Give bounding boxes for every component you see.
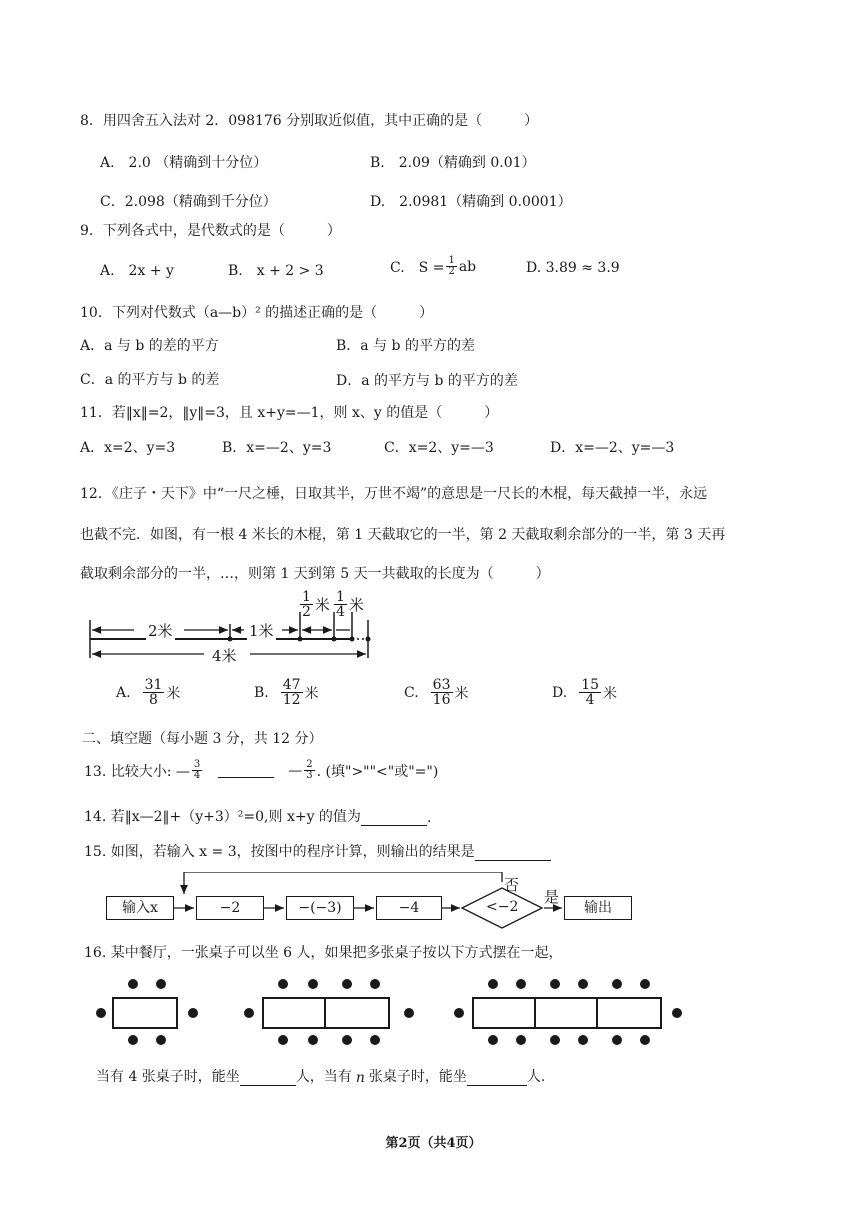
q10-option-b: B．a 与 b 的平方的差 — [336, 338, 475, 354]
q14-text: 14. 若‖x—2‖+（y+3）²=0,则 x+y 的值为 — [84, 809, 361, 825]
flow-no-label: 否 — [504, 876, 520, 894]
seat — [640, 979, 650, 989]
q12-line2: 也截不完．如图，有一根 4 米长的木棍，第 1 天截取它的一半，第 2 天截取剩余部分的一半，第 3 天再 — [80, 527, 726, 543]
q9-stem: 9．下列各式中，是代数式的是（ ） — [80, 223, 341, 239]
seat — [308, 979, 318, 989]
label-quarter-fraction — [334, 590, 347, 619]
q8-option-d: D. 2.0981（精确到 0.0001） — [370, 194, 572, 210]
flow-input-box — [106, 896, 174, 920]
q15-answer-blank[interactable] — [475, 846, 551, 861]
table — [474, 999, 536, 1027]
flow-step2-box — [286, 896, 354, 920]
label-half-den: 2 — [302, 604, 311, 620]
q12-option-c-num: 63 — [432, 677, 451, 693]
label-half-unit: 米 — [314, 596, 330, 614]
q12-option-c — [404, 678, 469, 707]
seat — [550, 1035, 560, 1045]
q12-option-b-letter: B. — [254, 684, 269, 701]
q12-option-c-fraction — [431, 678, 453, 707]
q12-option-a-den: 8 — [149, 692, 158, 708]
q12-option-c-letter: C. — [404, 684, 419, 701]
seat — [370, 979, 380, 989]
seat — [488, 979, 498, 989]
q16-answer-b: 人，当有 — [295, 1069, 352, 1085]
q11-option-a: A．x=2、y=3 — [80, 440, 176, 456]
q9-option-b: B. x + 2 > 3 — [228, 263, 324, 279]
q14 — [84, 806, 431, 826]
q13 — [84, 760, 438, 781]
q12-option-d-den: 4 — [585, 692, 595, 708]
seat — [578, 1035, 588, 1045]
q12-stick-diagram — [84, 590, 384, 670]
q13-b-fraction — [304, 760, 314, 781]
label-quarter-den: 4 — [336, 604, 345, 620]
table-row-1 — [112, 997, 178, 1029]
seat — [278, 979, 288, 989]
seat — [488, 1035, 498, 1045]
flow-condition-label: <−2 — [486, 899, 519, 915]
q9-option-c-prefix: C. S = — [390, 259, 445, 276]
q16-n: n — [355, 1070, 365, 1086]
q13-mid: — — [288, 762, 303, 779]
q12-option-d-unit: 米 — [603, 685, 618, 702]
seat — [404, 1008, 414, 1018]
table — [326, 999, 388, 1027]
table-row-3 — [472, 997, 662, 1029]
q12-option-a — [116, 678, 180, 707]
flow-output-label: 输出 — [584, 900, 612, 916]
q12-option-a-letter: A. — [116, 684, 131, 701]
seat — [244, 1008, 254, 1018]
label-quarter-unit: 米 — [348, 596, 364, 614]
q12-option-b-unit: 米 — [304, 685, 319, 702]
seat — [612, 979, 622, 989]
q13-b-den: 3 — [306, 770, 313, 781]
q9-option-c-suffix: ab — [458, 258, 477, 275]
q12-option-c-unit: 米 — [454, 685, 469, 702]
flow-step3-box — [376, 896, 442, 920]
seat — [128, 979, 138, 989]
label-half-num: 1 — [302, 589, 311, 605]
q14-end: . — [426, 810, 432, 826]
seat — [370, 1035, 380, 1045]
table-arrangement-1 — [90, 975, 210, 1050]
q12-option-b-num: 47 — [282, 677, 301, 693]
q16-blank-2[interactable] — [467, 1071, 527, 1086]
label-2m: 2米 — [148, 622, 173, 640]
flow-step3-label: −4 — [398, 900, 420, 916]
seat — [128, 1035, 138, 1045]
q16-answer-d: 人. — [526, 1069, 546, 1085]
table — [264, 999, 326, 1027]
table-arrangement-3 — [450, 975, 690, 1050]
seat — [672, 1008, 682, 1018]
q13-a-fraction — [192, 760, 202, 781]
q12-option-a-fraction — [143, 678, 165, 707]
label-1m: 1米 — [249, 622, 274, 640]
seat — [516, 1035, 526, 1045]
q12-option-d-fraction — [579, 678, 601, 707]
seat — [342, 979, 352, 989]
q16-answer-line — [96, 1066, 545, 1086]
q10-option-d: D．a 的平方与 b 的平方的差 — [336, 373, 518, 389]
page-footer: 第2页（共4页） — [385, 1136, 482, 1151]
flow-input-label: 输入x — [122, 900, 158, 916]
q16-answer-a: 当有 4 张桌子时，能坐 — [96, 1069, 240, 1085]
q11-option-d: D．x=—2、y=—3 — [550, 440, 675, 456]
seat — [550, 979, 560, 989]
seat — [278, 1035, 288, 1045]
q8-option-c: C．2.098（精确到千分位） — [100, 194, 277, 210]
q13-a-den: 4 — [193, 770, 201, 781]
q12-line1: 12．《庄子・天下》中“一尺之棰，日取其半，万世不竭”的意思是一尺长的木棍，每天截掉一半，永远 — [80, 486, 708, 502]
table-arrangement-2 — [238, 975, 428, 1050]
q15-text: 15. 如图，若输入 x = 3，按图中的程序计算，则输出的结果是 — [84, 844, 475, 860]
q11-stem: 11．若‖x‖=2，‖y‖=3，且 x+y=—1，则 x、y 的值是（ ） — [80, 405, 499, 421]
seat — [454, 1008, 464, 1018]
q13-prefix: 13. 比较大小: — — [84, 763, 190, 780]
q9-option-c — [390, 256, 476, 277]
q12-option-d-letter: D. — [552, 684, 568, 701]
table — [536, 999, 598, 1027]
label-quarter-m — [332, 590, 364, 619]
seat — [156, 1035, 166, 1045]
table-row-2 — [262, 997, 390, 1029]
q9-option-c-fraction — [446, 256, 456, 277]
q9-option-c-den: 2 — [448, 266, 455, 277]
q12-option-d-num: 15 — [581, 677, 600, 693]
q10-stem: 10．下列对代数式（a—b）² 的描述正确的是（ ） — [80, 305, 434, 321]
label-4m: 4米 — [212, 647, 237, 665]
q8-stem: 8．用四舍五入法对 2．098176 分别取近似值，其中正确的是（ ） — [80, 113, 539, 129]
q12-option-d — [552, 678, 617, 707]
q11-option-c: C．x=2、y=—3 — [384, 440, 494, 456]
q15 — [84, 841, 551, 861]
seat — [188, 1008, 198, 1018]
q8-option-a: A. 2.0 （精确到十分位） — [100, 155, 268, 171]
label-half-m — [298, 590, 330, 619]
seat — [516, 979, 526, 989]
q10-option-a: A．a 与 b 的差的平方 — [80, 338, 219, 354]
label-quarter-num: 1 — [336, 589, 345, 605]
seat — [578, 979, 588, 989]
q14-answer-blank[interactable] — [361, 811, 427, 826]
q9-option-c-num: 1 — [448, 255, 455, 266]
seat — [612, 1035, 622, 1045]
flow-yes-label: 是 — [544, 888, 560, 906]
q13-b-num: 2 — [306, 759, 313, 770]
q15-flowchart — [100, 872, 660, 932]
q12-option-c-den: 16 — [432, 692, 451, 708]
flow-output-box — [564, 896, 632, 920]
q16-answer-c: 张桌子时，能坐 — [368, 1069, 467, 1085]
q16-blank-1[interactable] — [240, 1071, 296, 1086]
q9-option-a: A. 2x + y — [100, 263, 174, 279]
q12-option-b — [254, 678, 319, 707]
seat — [308, 1035, 318, 1045]
flow-step1-box — [196, 896, 264, 920]
q13-suffix: . (填">""<"或"=") — [316, 763, 439, 780]
q13-answer-blank[interactable] — [218, 763, 274, 778]
q13-a-num: 3 — [193, 759, 201, 770]
seat — [96, 1008, 106, 1018]
flow-step2-label: −(−3) — [298, 900, 342, 916]
q12-option-a-unit: 米 — [166, 685, 181, 702]
q9-option-d: D. 3.89 ≈ 3.9 — [526, 260, 620, 276]
q16-stem: 16. 某中餐厅，一张桌子可以坐 6 人，如果把多张桌子按以下方式摆在一起， — [84, 945, 563, 961]
q12-line3: 截取剩余部分的一半，…，则第 1 天到第 5 天一共截取的长度为（ ） — [80, 566, 550, 582]
q12-option-b-fraction — [281, 678, 303, 707]
seat — [342, 1035, 352, 1045]
q8-option-b: B. 2.09（精确到 0.01） — [370, 155, 536, 171]
q11-option-b: B．x=—2、y=3 — [222, 440, 332, 456]
q10-option-c: C．a 的平方与 b 的差 — [80, 372, 220, 388]
flow-step1-label: −2 — [219, 900, 241, 916]
q12-option-a-num: 31 — [144, 677, 163, 693]
section-2-heading: 二、填空题（每小题 3 分，共 12 分） — [82, 731, 323, 747]
table — [114, 999, 176, 1027]
table — [598, 999, 660, 1027]
seat — [640, 1035, 650, 1045]
seat — [156, 979, 166, 989]
q12-option-b-den: 12 — [282, 692, 301, 708]
label-half-fraction — [300, 590, 313, 619]
